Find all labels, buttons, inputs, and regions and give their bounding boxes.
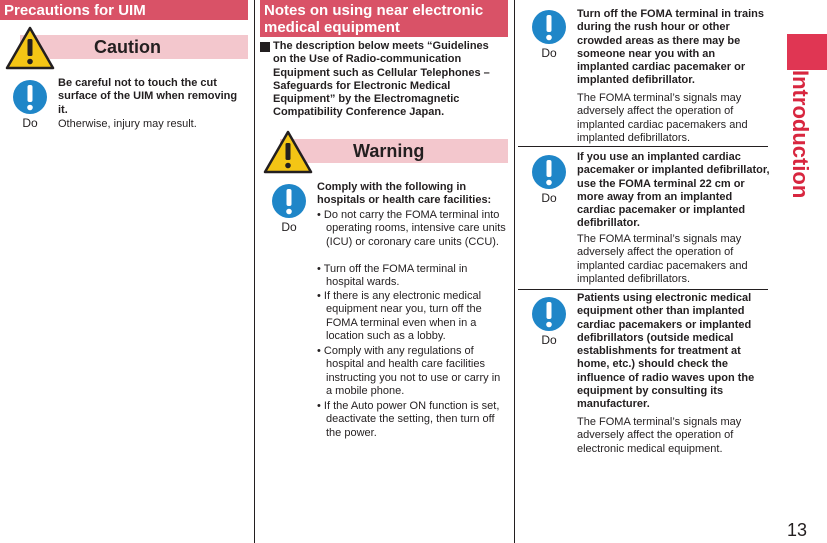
- section-title: Precautions for UIM: [4, 2, 146, 19]
- section-title-line1: Notes on using near electronic: [264, 2, 484, 19]
- trains-notice-bold: Turn off the FOMA terminal in trains during the rush hour or other crowded areas as there may be someone near you with an implanted cardiac pacemaker or implanted defibrillator.: [577, 8, 764, 87]
- do-instruction-icon: [531, 296, 567, 347]
- do-instruction-icon: [271, 183, 307, 234]
- hospital-rule-item: • Comply with any regulations of hospital and health care facilities instructing you not to use or carry in a mobile phone.: [317, 345, 501, 397]
- section-title-line2: medical equipment: [264, 19, 400, 36]
- caution-warning-icon: [5, 26, 55, 70]
- uim-precaution-body: Otherwise, injury may result.: [58, 118, 197, 130]
- do-label: Do: [541, 46, 557, 60]
- pacemaker-distance-body: The FOMA terminal’s signals may adversely affect the operation of implanted cardiac pacemakers and implanted defibrillators.: [577, 233, 748, 285]
- other-equipment-bold: Patients using electronic medical equipment other than implanted cardiac pacemakers or implanted defibrillators (outside medical establishments for treatment at home, etc.) should check the influence of radio waves upon the equipment by consulting its manufacturer.: [577, 292, 755, 411]
- hospital-rule-item: • Do not carry the FOMA terminal into operating rooms, intensive care units (ICU) or coronary care units (CCU).: [317, 209, 506, 248]
- do-label: Do: [281, 220, 297, 234]
- section-header-medical: [260, 0, 508, 37]
- exclamation-icon: [531, 296, 567, 332]
- do-instruction-icon: [531, 9, 567, 60]
- exclamation-icon: [271, 183, 307, 219]
- guideline-intro: The description below meets “Guidelines on the Use of Radio-communication Equipment such as Cellular Telephones – Safeguards for Electronic Medical Equipment” by the Electromagnetic Compatibility Conference Japan.: [273, 40, 490, 119]
- chapter-tab-label: Introduction: [788, 70, 813, 199]
- do-label: Do: [541, 333, 557, 347]
- column-divider: [514, 0, 515, 543]
- other-equipment-body: The FOMA terminal’s signals may adversely affect the operation of electronic medical equipment.: [577, 416, 742, 455]
- uim-precaution-bold: Be careful not to touch the cut surface of the UIM when removing it.: [58, 77, 238, 116]
- do-label: Do: [541, 191, 557, 205]
- hospital-rule-item: • If there is any electronic medical equipment near you, turn off the FOMA terminal even when in a location such as a lobby.: [317, 290, 482, 342]
- chapter-tab-marker: [787, 34, 827, 70]
- exclamation-icon: [531, 9, 567, 45]
- do-instruction-icon: [531, 154, 567, 205]
- warning-triangle-icon: [263, 130, 313, 174]
- column-divider: [254, 0, 255, 543]
- caution-label: Caution: [94, 37, 161, 57]
- hospital-rules-bold: Comply with the following in hospitals or health care facilities:: [317, 181, 492, 207]
- trains-notice-body: The FOMA terminal’s signals may adversely affect the operation of implanted cardiac pacemakers and implanted defibrillators.: [577, 92, 748, 144]
- do-instruction-icon: [12, 79, 48, 130]
- square-bullet-icon: [260, 42, 270, 52]
- section-header-uim: [0, 0, 248, 20]
- item-separator: [518, 146, 768, 147]
- do-label: Do: [22, 116, 38, 130]
- hospital-rule-item: • Turn off the FOMA terminal in hospital wards.: [317, 263, 468, 289]
- pacemaker-distance-bold: If you use an implanted cardiac pacemaker or implanted defibrillator, use the FOMA terminal 22 cm or more away from an implanted cardiac pacemaker or implanted defibrillator.: [577, 151, 770, 230]
- item-separator: [518, 289, 768, 290]
- warning-label: Warning: [353, 141, 425, 161]
- page-number: 13: [787, 520, 808, 540]
- hospital-rule-item: • If the Auto power ON function is set, deactivate the setting, then turn off the power.: [317, 400, 500, 439]
- exclamation-icon: [531, 154, 567, 190]
- exclamation-icon: [12, 79, 48, 115]
